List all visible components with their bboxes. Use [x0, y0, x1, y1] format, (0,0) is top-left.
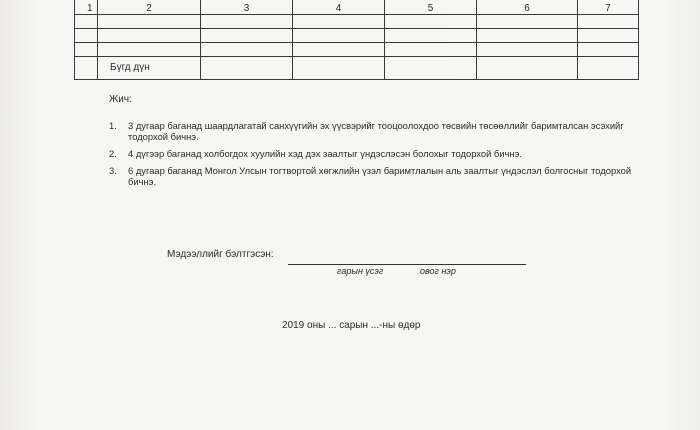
date-line: 2019 оны ... сарын ...-ны өдөр: [282, 320, 421, 331]
table-cell: [477, 29, 578, 43]
table-cell: [578, 29, 639, 43]
table-cell: [578, 15, 639, 29]
table-header-cell: 2: [98, 0, 201, 15]
table-cell: [293, 57, 385, 80]
table-cell: [385, 57, 477, 80]
table-cell: [201, 43, 293, 57]
notes-list: [109, 120, 639, 193]
note-number: 2.: [109, 148, 117, 159]
table-header-cell: 7: [578, 0, 639, 15]
note-text: 4 дүгээр баганад холбогдох хуулийн хэд дэх заалтыг үндэслэсэн болохыг тодорхой бичнэ.: [128, 148, 522, 159]
table-cell: [477, 57, 578, 80]
note-number: 3.: [109, 165, 117, 176]
table-cell: [201, 15, 293, 29]
table-header-cell: 4: [293, 0, 385, 15]
note-title: Жич:: [109, 94, 132, 105]
table-row: [75, 43, 639, 57]
table-header-cell: 6: [477, 0, 578, 15]
table-cell: [201, 57, 293, 80]
table-cell: [75, 15, 98, 29]
note-text: 3 дугаар баганад шаардлагатай санхүүгийн эх үүсвэрийг тооцоолохдоо төсвийн төсөөллийг баримталсан эсэхийг тодорхой бичнэ.: [128, 120, 624, 142]
table-header-cell: 3: [201, 0, 293, 15]
note-text: 6 дугаар баганад Монгол Улсын тогтвортой хөгжлийн үзэл баримтлалын аль заалтыг үндэслэл болгосныг тодорхой бичнэ.: [128, 165, 632, 187]
table-cell: [98, 43, 201, 57]
signature-caption: гарын үсэг: [337, 266, 384, 276]
table-cell: [75, 29, 98, 43]
table-cell: [578, 57, 639, 80]
table-cell: [75, 43, 98, 57]
table-header-cell: 5: [385, 0, 477, 15]
table-cell: [293, 29, 385, 43]
table-total-row: [75, 57, 639, 80]
table-row: [75, 15, 639, 29]
list-item: [109, 120, 639, 142]
table-row: [75, 29, 639, 43]
table-cell: [201, 29, 293, 43]
table-cell: [385, 43, 477, 57]
table-header-row: [75, 0, 639, 15]
signature-label: Мэдээллийг бэлтгэсэн:: [167, 249, 274, 260]
signature-line: [288, 264, 526, 265]
table-header-cell: 1: [75, 0, 98, 15]
table-cell: [98, 29, 201, 43]
table-cell: [98, 15, 201, 29]
table-cell: [477, 43, 578, 57]
table-cell: [385, 15, 477, 29]
list-item: [109, 165, 639, 187]
summary-table: [74, 0, 639, 80]
table-cell: [578, 43, 639, 57]
table-cell: [75, 57, 98, 80]
table-cell: [385, 29, 477, 43]
total-label: Бүгд дүн: [98, 57, 201, 80]
table-cell: [293, 15, 385, 29]
note-number: 1.: [109, 120, 117, 131]
list-item: [109, 148, 639, 159]
name-caption: овог нэр: [420, 266, 456, 276]
table-cell: [293, 43, 385, 57]
table-cell: [477, 15, 578, 29]
